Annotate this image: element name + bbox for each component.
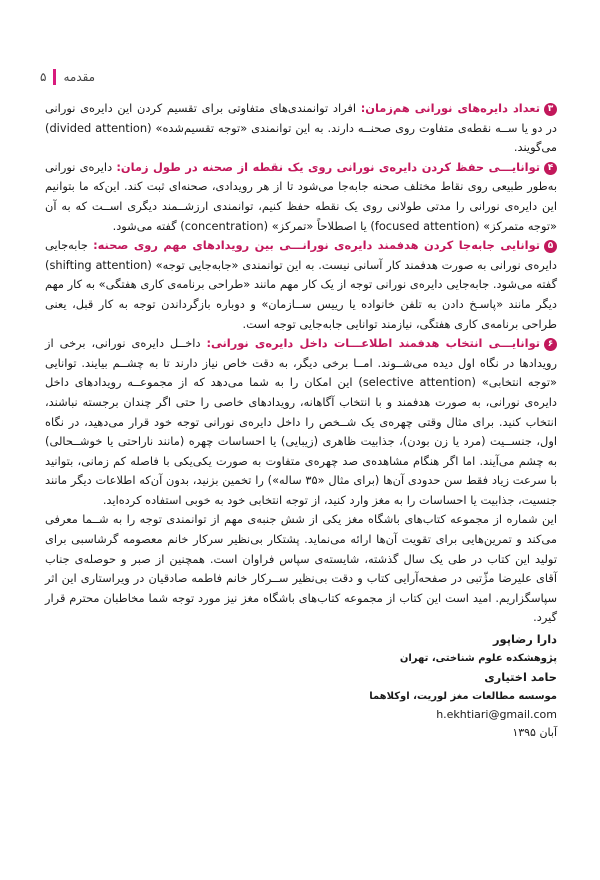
signature-date: آبان ۱۳۹۵ [512,726,557,740]
item-3 [45,99,557,158]
number-badge: ۵ [544,240,557,253]
signature-block [45,630,557,742]
header-divider [53,69,56,85]
author-email: h.ekhtiari@gmail.com [436,708,557,722]
number-badge: ۶ [544,338,557,351]
item-heading: توانایـــی انتخاب هدفمند اطلاعـــات داخل دایره‌ی نورانی: [206,336,540,351]
item-5 [45,236,557,334]
item-heading: تعداد دایره‌های نورانی هم‌زمان: [360,101,540,115]
item-heading: توانایـــی حفظ کردن دایره‌ی نورانی روی یک نقطه از صحنه در طول زمان: [116,159,540,174]
author-affiliation: موسسه مطالعات مغز لوریت، اوکلاهما [369,691,557,703]
body-text [45,99,557,742]
running-head [40,69,95,85]
author-affiliation: پژوهشکده علوم شناختی، تهران [399,653,557,665]
page-number: ۵ [40,70,47,84]
item-heading: توانایی جابه‌جا کردن هدفمند دایره‌ی نورانـــی بین رویدادهای مهم روی صحنه: [93,238,541,253]
number-badge: ۳ [544,103,557,116]
item-4 [45,158,557,236]
item-body: جابه‌جایی دایره‌ی نورانی به صورت هدفمند کار آسانی نیست. به این توانمندی «جابه‌جایی توجه» (shifting attention) گفته می‌شود. جابه‌جایی دایره‌ی نورانی توجه از یک کار مهم مانند «طراحی برنامه‌ی کاری هفتگی» به کار مهم دیگر مانند «پاسـخ دادن به تلفن خانواده یا رییس ســازمان» و دوباره بازگرداندن توجه به کار قبل، یعنی طراحی برنامه‌ی کاری هفتگی، نیازمند توانایی جابه‌جایی توجه است. [45,238,557,331]
item-body: دایره‌ی نورانی به‌طور طبیعی روی نقاط مختلف صحنه جابه‌جا می‌شود تا از هر رویدادی، صحنه‌ای ثبت کند. این‌که ما بتوانیم این دایره‌ی نورانی را مدتی طولانی روی یک نقطه حفظ کنیم، توانمندی ارزشــمند دیگری اســت که به آن «توجه متمرکز» (focused attention) یا اصطلاحاً «تمرکز» (concentration) گفته می‌شود. [45,159,557,233]
author-name: حامد اختیاری [484,670,557,685]
item-body: داخــل دایره‌ی نورانی، برخی از رویدادها در نگاه اول دیده می‌شــوند. امــا برخی دیگر، به دقت خاص نیاز دارند تا به چشــم بیایند. توانایی «توجه انتخابی» (selective attention) این امکان را به شما می‌دهد که از مجموعــه رویدادهای داخل دایره‌ی نورانی، به صورت هدفمند و با انتخاب آگاهانه، رویدادهای خاصی را حتی اگر چندان برجسته نباشند، انتخاب کنید. برای مثال وقتی چهره‌ی یک شــخص را داخل دایره‌ی نورانی توجه خود قرار می‌دهید، در نگاه اول، جنســیت (مرد یا زن بودن)، جذابیت ظاهری (زیبایی) یا احساسات چهره (مانند ناراحتی یا خوشــحالی) به چشم می‌آیند. اما اگر هنگام مشاهده‌ی صد چهره‌ی متفاوت به صورت یکی‌یکی با فاصله کم زمانی، بتوانید با سرعت زیاد فقط سن حدودی آن‌ها (برای مثال «۳۵ ساله») را تخمین بزنید، بدون آن‌که اطلاعات دیگر مانند جنسیت، جذابیت یا احساسات را به مغز وارد کنید، از توجه انتخابی خود به خوبی استفاده کرده‌اید. [45,336,557,507]
author-name: دارا رضاپور [493,632,557,647]
number-badge: ۴ [544,162,557,175]
item-body: افراد توانمندی‌های متفاوتی برای تقسیم کردن این دایره‌ی نورانی در دو یا ســه نقطه‌ی متفاوت روی صحنــه دارند. به این توانمندی «توجه تقسیم‌شده» (divided attention) می‌گویند. [45,101,557,155]
closing-paragraph: این شماره از مجموعه کتاب‌های باشگاه مغز یکی از شش جنبه‌ی مهم از توانمندی توجه را به شــما معرفی می‌کند و تمرین‌هایی برای تقویت آن‌ها ارائه می‌نماید. پشتکار بی‌نظیر سرکار خانم معصومه گرشاسبی برای تولید این کتاب در طی یک سال گذشته، شایسته‌ی سپاس فراوان است. همچنین از صبر و حوصله‌ی جناب آقای علیرضا مژّتبی در صفحه‌آرایی کتاب و دقت بی‌نظیر ســرکار خانم فاطمه صادقیان در ویراستاری این اثر سپاسگزاریم. امید است این کتاب از مجموعه کتاب‌های باشگاه مغز نیز مورد توجه شما مخاطبان محترم قرار گیرد. [45,512,557,625]
section-title: مقدمه [63,70,96,84]
item-6 [45,334,557,510]
